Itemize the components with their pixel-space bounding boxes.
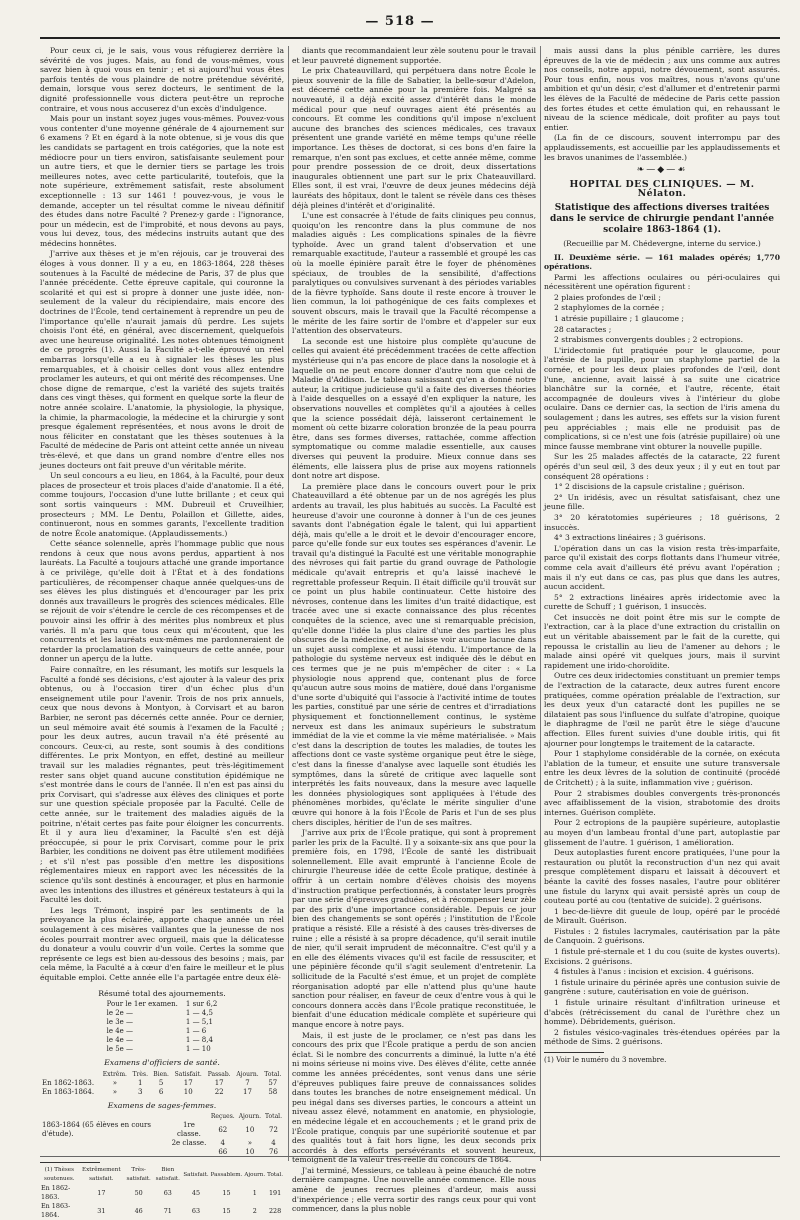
paragraph: Pour ceux ci, je le sais, vous vous réfugierez derrière la sévérité de vos juges. Mais, au fond de vous-mêmes, vous savez bien à quoi vous en tenir ; et si aujourd'hui vous êtes parfois tentés de vous plaindre de notre prétendue sévérité, demain, lorsque vous serez docteurs, le sentiment de la dignité professionnelle vous dictera peut-être un reproche contraire, et vous nous accuserez d'un excès d'indulgence. bbox=[40, 46, 284, 113]
table-row bbox=[103, 1000, 222, 1009]
ornament-divider: ❧—◆—☙ bbox=[636, 165, 688, 176]
paragraph: Cette séance solennelle, après l'hommage public que nous rendons à ceux que nous avons perdus, appartient à nos lauréats. La Faculté a toujours attaché une grande importance à ce privilège, qu'elle doit à l'État et à des fondations particulières, de récompenser chaque année quelques-uns de ses élèves les plus distingués et d'encourager par les prix donnés aux travailleurs le progrès des sciences médicales. Elle se réjouit de voir s'étendre le cercle de ces récompenses et de pouvoir ainsi les offrir à des mérites plus nombreux et plus variés. Il m'a paru que tous ceux qui m'écoutent, que les concurrents et les lauréats eux-mêmes me pardonneraient de retarder la proclamation des vainqueurs de cette année, pour donner un aperçu de la lutte. bbox=[40, 539, 284, 664]
officers-title: Examens d'officiers de santé. bbox=[104, 1058, 220, 1068]
table-cell: 4 bbox=[220, 1139, 226, 1148]
paragraph: La première place dans le concours ouvert pour le prix Chateauvillard a été obtenue par un de nos agrégés les plus ardents au travail, les plus habitués au succès. La Faculté est heureuse d'avoir une couronne à donner à l'un de ces jeunes savants dont l'abnégation égale le talent, qui lui appartient déjà, mais qu'elle a le droit et le devoir d'encourager encore, parce qu'elle fonde sur eux toutes ses espérances d'avenir. Le travail qu'a distingué la Faculté est une véritable monographie des névroses qui fait partie du grand ouvrage de Pathologie médicale qu'avait entrepris et qu'a laissé inachevé le regrettable professeur Requin. Il était difficile qu'il trouvât sur ce point un plus habile continuateur. Cette histoire des névroses, contenue dans les limites d'un traité didactique, est tracée avec une si exacte connaissance des plus récentes conquêtes de la science, avec une si remarquable précision, qu'elle donne l'idée la plus claire d'une des parties les plus obscures de la médecine, et ne laisse voir aucune lacune dans un sujet aussi complexe et aussi étendu. L'importance de la pathologie du système nerveux est indiquée dès le début en ces termes que je ne puis m'empêcher de citer : « La physiologie nous apprend que, contenant plus de force qu'aucun autre sous moins de matière, doué dans l'organisme d'une sorte d'ubiquité qui l'associe à l'activité intime de toutes les parties, constitué par une série de centres et d'irradiations physiquement et fonctionnellement continus, le système nerveux est dans les animaux supérieurs le substratum immédiat de la vie et comme la vie même matérialisée. » Mais c'est dans la description de toutes les maladies, de toutes les affections dont ce vaste système organique peut être le siège, c'est dans la finesse d'analyse avec laquelle sont étudiés les symptômes, dans la sûreté de critique avec laquelle sont interprétés les faits nouveaux, dans la mesure avec laquelle les données physiologiques sont appliquées à l'étude des phénomènes morbides, qu'éclate le mérite singulier d'une œuvre qui honore à la fois l'École de Paris et l'un de ses plus chers disciples, héritier de l'un de ses maîtres. bbox=[292, 481, 536, 827]
column-1-text bbox=[40, 46, 284, 983]
summary-value: 1 sur 6,2 bbox=[185, 1000, 218, 1009]
column-2-text bbox=[292, 46, 536, 1214]
column-header: Reçues. bbox=[210, 1113, 235, 1121]
column-separator bbox=[288, 46, 289, 1161]
table-row bbox=[40, 1079, 284, 1088]
paragraph: Le prix Chateauvillard, qui perpétuera dans notre École le pieux souvenir de la fille de Sabatier, la belle-sœur d'Adelon, est décerné cette année pour la première fois. Malgré sa nouveauté, il a déjà excité assez d'intérêt dans le monde médical pour que neuf ouvrages aient été présentés au concours. Et comme les conditions qu'il impose n'excluent aucune des branches des sciences médicales, ces travaux présentent une grande variété en même temps qu'une réelle importance. Les thèses de doctorat, si ces bons d'en faire la remarque, n'en sont pas exclues, et cette année même, comme pour prendre possession de ce droit, deux dissertations inaugurales obtiennent une part sur le prix Chateauvillard. Elles sont, il est vrai, l'œuvre de deux jeunes médecins déjà lauréats des hôpitaux, dont le talent se révèle dans ces thèses déjà pleines d'intérêt et d'originalité. bbox=[292, 66, 536, 210]
table-cell: En 1862-1863. bbox=[41, 1184, 71, 1202]
table-row bbox=[103, 1036, 222, 1045]
summary-table bbox=[103, 1000, 222, 1054]
officers-table bbox=[40, 1070, 284, 1097]
table-cell: 10 bbox=[245, 1148, 255, 1157]
table-row bbox=[103, 1009, 222, 1018]
column-3-text bbox=[544, 273, 780, 1047]
paragraph: L'une est consacrée à l'étude de faits cliniques peu connus, quoiqu'on les rencontre dans la plus commune de nos maladies aiguës : Les complications spinales de la fièvre typhoïde. Avec un grand talent d'observation et une remarquable exactitude, l'auteur a rassemblé et groupé les cas où la moelle épinière paraît être le foyer de phénomènes spéciaux, de troubles de la sensibilité, d'affections paralytiques ou convulsives survenant à des périodes variables de la fièvre typhoïde. Sans doute il reste encore à trouver le lien commun, la loi pathogénique de ces faits complexes et souvent obscurs, mais le travail que la Faculté récompense a le mérite de les faire sortir de l'ombre et d'appeler sur eux l'attention des observateurs. bbox=[292, 211, 536, 336]
column-2 bbox=[292, 46, 536, 1214]
paragraph: 28 cataractes ; bbox=[554, 324, 612, 334]
paragraph: Fistules : 2 fistules lacrymales, cautérisation par la pâte de Canquoin. 2 guérisons. bbox=[544, 926, 780, 946]
summary-label: le 4e — bbox=[106, 1036, 134, 1045]
table-cell: 17 bbox=[243, 1087, 252, 1096]
closing-paragraph: mais aussi dans la plus pénible carrière, les dures épreuves de la vie de médecin ; aux uns comme aux autres nos conseils, notre appui, notre dévouement, sont assurés. Pour tous enfin, nous vos maîtres, nous n'avons qu'une ambition et qu'un désir, c'est d'allumer et d'entretenir parmi les élèves de la Faculté de médecine de Paris cette passion des fortes études et cette émulation qui, en rehaussant le niveau de la science médicale, doit profiter au pays tout entier. bbox=[544, 46, 780, 132]
paragraph: 1 fistule pré-sternale et 1 du cou (suite de kystes ouverts). Excisions. 2 guérisons. bbox=[544, 947, 780, 966]
footnote: (1) Voir le numéro du 3 novembre. bbox=[544, 1056, 667, 1064]
paragraph: Parmi les affections oculaires ou péri-oculaires qui nécessitèrent une opération figurent : bbox=[544, 272, 780, 292]
table-cell: 4 bbox=[271, 1139, 276, 1148]
column-header: Satisfait. bbox=[174, 1070, 202, 1078]
paragraph: Pour 1 staphylome considérable de la cornée, on exécuta l'ablation de la tumeur, et ensuite une suture transversale entre les deux lèvres de la solution de continuité (procédé de Critchett) ; à la suite, inflammation vive ; guérison. bbox=[544, 749, 780, 787]
section-title: HOPITAL DES CLINIQUES. — M. Nélaton. bbox=[569, 178, 755, 200]
summary-value: 1 — 4,5 bbox=[185, 1009, 213, 1018]
series-heading: II. Deuxième série. — 161 malades opérés; 1,770 opérations. bbox=[544, 252, 780, 272]
paragraph: Deux autoplasties furent encore pratiquées, l'une pour la restauration ou plutôt la reconstruction d'un nez qui avait presque complètement disparu et laissait à découvert et béante la cavité des fosses nasales, l'autre pour oblitérer une fistule du larynx qui avait persisté après un coup de couteau porté au cou (tentative de suicide). 2 guérisons. bbox=[544, 848, 780, 906]
table-cell: » bbox=[247, 1139, 252, 1148]
column-header: Passablem. bbox=[210, 1171, 243, 1178]
column-header: Bien satisfait. bbox=[155, 1167, 180, 1183]
summary-value: 1 — 5,1 bbox=[185, 1018, 213, 1027]
paragraph: 1 fistule urinaire résultant d'infiltration urineuse et d'abcès (rétrécissement du canal de l'urèthre chez un homme). Débridements, guérison. bbox=[544, 998, 780, 1027]
table-cell: 17 bbox=[97, 1188, 106, 1197]
table-row bbox=[40, 1139, 284, 1148]
summary-value: 1 — 8,4 bbox=[185, 1036, 213, 1045]
paragraph: 2 staphylomes de la cornée ; bbox=[554, 303, 665, 313]
paragraph: 2 strabismes convergents doubles ; 2 ectropions. bbox=[554, 335, 743, 345]
table-cell: 57 bbox=[268, 1078, 278, 1087]
paragraph: Outre ces deux iridectomies constituant un premier temps de l'extraction de la cataracte, deux autres furent encore pratiquées, comme opération préalable de l'extraction, sur les deux yeux d'un cataracté dont les pupilles ne se dilataient pas sous l'influence du sulfate d'atropine, quoique le diaphragme de l'œil ne parût être le siège d'aucune affection. Elles furent suivies d'une double iritis, qui fit ajourner pour longtemps le traitement de la cataracte. bbox=[544, 671, 780, 748]
table-cell: 15 bbox=[222, 1206, 231, 1215]
summary-value: 1 — 6 bbox=[185, 1027, 207, 1036]
table-cell: 1863-1864 (65 élèves en cours d'étude). bbox=[42, 1121, 151, 1139]
table-cell: 3 bbox=[138, 1087, 143, 1096]
table-cell: 45 bbox=[191, 1188, 201, 1197]
table-cell: 62 bbox=[218, 1125, 228, 1134]
column-header: Bien. bbox=[153, 1070, 169, 1078]
table-cell: En 1862-1863. bbox=[42, 1078, 95, 1087]
paragraph: Mais, il est juste de le proclamer, ce n'est pas dans les concours des prix que l'École pratique a perdu de son ancien éclat. Si le nombre des concurrents a diminué, la lutte n'a été ni moins sérieuse ni moins vive. Des élèves d'élite, cette année comme les années précédentes, sont venus dans une série d'épreuves publiques faire preuve de connaissances solides dans toutes les branches de notre enseignement médical. Un peu inégal dans ses diverses parties, le concours a atteint un niveau assez élevé, notamment en anatomie, en physiologie, en médecine légale et en accouchements ; et le grand prix de l'École pratique, conquis par une supériorité soutenue et par des qualités tout à fait hors ligne, les deux seconds prix accordés à des efforts persévérants et souvent heureux, témoignent de la valeur très-réelle du concours de 1864. bbox=[292, 1030, 536, 1165]
table-cell: 1 bbox=[138, 1078, 143, 1087]
table-cell: 63 bbox=[191, 1206, 201, 1215]
paragraph: Sur les 25 malades affectés de la cataracte, 22 furent opérés d'un seul œil, 3 des deux yeux ; il y eut en tout par conséquent 28 opérations : bbox=[544, 452, 780, 481]
table-cell: 15 bbox=[222, 1188, 231, 1197]
table-cell: 1 bbox=[252, 1188, 257, 1197]
article-title: Statistique des affections diverses traitées dans le service de chirurgie pendant l'année scolaire 1863-1864 (1). bbox=[550, 202, 774, 235]
paragraph: 1° 2 discisions de la capsule cristaline ; guérison. bbox=[554, 482, 745, 492]
table-cell: 71 bbox=[163, 1206, 172, 1215]
column-header: Total. bbox=[265, 1113, 282, 1121]
table-row bbox=[103, 1018, 222, 1027]
column-1 bbox=[40, 46, 284, 1220]
paragraph: 2 plaies profondes de l'œil ; bbox=[554, 292, 661, 302]
table-cell: 2 bbox=[252, 1206, 257, 1215]
paragraph: La seconde est une histoire plus complète qu'aucune de celles qui avaient été précédemment tracées de cette affection mystérieuse qui n'a pas encore de place dans la nosologie et à laquelle on ne peut encore donner d'autre nom que celui de Maladie d'Addison. Le tableau saisissant qu'en a donné notre auteur, la critique judicieuse qu'il a faite des diverses théories à l'aide desquelles on a essayé d'en expliquer la nature, les observations nouvelles et complètes qu'il a ajoutées à celles que la science possédait déjà, laisseront certainement le moment où cette bizarre coloration bronzée de la peau pourra être, dans ses formes diverses, rattachée, comme affection symptomatique ou comme maladie essentielle, aux causes diverses qui peuvent la produire. Mieux connue dans ses éléments, elle laissera plus de prise aux moyens rationnels dont notre art dispose. bbox=[292, 336, 536, 481]
summary-label: le 5e — bbox=[106, 1045, 134, 1054]
column-header: Passab. bbox=[207, 1070, 231, 1078]
midwives-table bbox=[40, 1112, 284, 1157]
paragraph: L'iridectomie fut pratiquée pour le glaucome, pour l'atrésie de la pupille, pour un staphylome partiel de la cornée, et pour les deux plaies profondes de l'œil, dont l'une, ancienne, avait laissé à sa suite une cicatrice blanchâtre sur la cornée, et l'autre, récente, était accompagnée de douleurs vives à l'intérieur du globe oculaire. Dans ce dernier cas, la section de l'iris amena du soulagement ; dans les autres, ses effets sur la vision furent peu appréciables ; mais elle ne produisit pas de complications, si ce n'est une fois (atrésie pupillaire) où une mince fausse membrane vint obturer la nouvelle pupille. bbox=[544, 345, 780, 451]
paragraph: Pour 2 strabismes doubles convergents très-prononcés avec affaiblissement de la vision, strabotomie des droits internes. Guérison complète. bbox=[544, 788, 780, 817]
column-header: (1) Thèses soutenues. bbox=[43, 1167, 75, 1183]
column-header bbox=[169, 1112, 209, 1121]
footnote-rule bbox=[40, 1162, 100, 1163]
column-header: Ajourn. bbox=[236, 1070, 259, 1078]
table-cell: 10 bbox=[183, 1087, 193, 1096]
table-cell: 7 bbox=[245, 1078, 250, 1087]
table-cell: 10 bbox=[245, 1125, 255, 1134]
table-cell: 5 bbox=[158, 1078, 164, 1087]
column-header: Très. bbox=[132, 1070, 148, 1078]
column-header: Très-satisfait. bbox=[126, 1167, 151, 1183]
column-header: Total. bbox=[264, 1070, 282, 1078]
table-cell: 17 bbox=[183, 1078, 193, 1087]
summary-label: Pour le 1er examen. bbox=[106, 1000, 178, 1009]
paragraph: 1 fistule urinaire du périnée après une contusion suivie de gangrène : suture, cautérisation en voie de guérison. bbox=[544, 977, 780, 997]
paragraph: Mais pour un instant soyez juges vous-mêmes. Pouvez-vous vous contenter d'une moyenne générale de 4 ajournement sur 6 examens ? Et en égard à la note obtenue, si je vous dis que les candidats se partagent en trois catégories, que la note est médiocre pour un tiers environ, satisfaisante seulement pour un autre tiers, et que le dernier tiers se partage les trois meilleures notes, avec cette particularité, toutefois, que la note supérieure, extrêmement satisfait, reste absolument exceptionnelle : 13 sur 1461 ! pouvez-vous, je vous le demande, accepter un tel résultat comme le niveau définitif des études dans notre Faculté ? Prenez-y garde : l'ignorance, pour un médecin, est de l'improbité, et nous devons au pays, vous lui devez, tous, des médecins instruits autant que des médecins honnêtes. bbox=[40, 114, 284, 248]
paragraph: J'arrive aux prix de l'École pratique, qui sont à proprement parler les prix de la Faculté. Il y a soixante-six ans que pour la première fois, en 1798, l'École de santé les distribuait solennellement. Elle avait emprunté à l'ancienne École de chirurgie l'heureuse idée de cette École pratique, destinée à offrir à un certain nombre d'élèves choisis des moyens d'instruction pratique perfectionnés, à constater leurs progrès par une série d'épreuves graduées, et à récompenser leur zèle par des prix d'une importance considérable. Depuis ce jour bien des changements se sont opérés ; l'institution de l'École pratique a résisté. Elle a résisté à des causes très-diverses de ruine ; elle a résisté à sa propre décadence, qu'il serait inutile de nier, qu'il serait imprudent de méconnaître. C'est qu'il y a en elle des éléments vivaces qu'il est facile de ressusciter, et une pépinière féconde qu'il s'agit seulement d'entretenir. La sollicitude de la Faculté s'est émue, et un projet de complète réorganisation adopté par elle n'attend plus qu'une haute sanction pour réaliser, en faveur de ceux d'entre vous à qui le concours donnera accès dans l'École pratique reconstituée, le bienfait d'une éducation médicale complète et supérieure qui manque encore à notre pays. bbox=[292, 828, 536, 1029]
summary-label: le 3e — bbox=[106, 1018, 134, 1027]
table-cell: 46 bbox=[134, 1206, 143, 1215]
summary-title: Résumé total des ajournements. bbox=[98, 988, 226, 998]
paragraph: 3° 20 kératotomies supérieures ; 18 guérisons, 2 insuccès. bbox=[544, 512, 780, 532]
column-separator bbox=[540, 46, 541, 1161]
table-cell: 72 bbox=[269, 1125, 278, 1134]
table-cell: 66 bbox=[218, 1148, 228, 1157]
table-row bbox=[103, 1027, 222, 1036]
midwives-title: Examens de sages-femmes. bbox=[107, 1100, 217, 1110]
column-header: Extrêm. bbox=[102, 1070, 127, 1078]
column-header: Ajourn. bbox=[244, 1171, 266, 1178]
applause-note: (La fin de ce discours, souvent interrompu par des applaudissements, est accueillie par les applaudissements et les bravos unanimes de l'assemblée.) bbox=[544, 133, 780, 162]
column-header bbox=[40, 1112, 169, 1121]
table-cell: 76 bbox=[269, 1148, 278, 1157]
paragraph: Un seul concours a eu lieu, en 1864, à la Faculté, pour deux places de prosecteur et trois places d'aide d'anatomie. Il a été, comme toujours, l'occasion d'une lutte brillante ; et ceux qui sont sortis vainqueurs : MM. Dubreuil et Cruveilhier, prosecteurs ; MM. Le Dentu, Polaillon et Gillette, aides, continueront, nous en sommes garants, l'excellente tradition de notre École anatomique. (Applaudissements.) bbox=[40, 471, 284, 538]
table-cell: 17 bbox=[214, 1078, 224, 1087]
table-cell bbox=[40, 1139, 169, 1148]
table-cell: 22 bbox=[214, 1087, 224, 1096]
header-rule bbox=[40, 37, 780, 39]
column-header bbox=[40, 1070, 100, 1079]
table-cell: 31 bbox=[97, 1206, 106, 1215]
footer-rule bbox=[40, 1156, 780, 1157]
table-row bbox=[40, 1202, 284, 1220]
table-cell: En 1863-1864. bbox=[41, 1202, 71, 1220]
paragraph: J'ai terminé, Messieurs, ce tableau à peine ébauché de notre dernière campagne. Une nouvelle année commence. Elle nous amène de jeunes recrues pleines d'ardeur, mais aussi d'inexpérience ; elle verra sortir des rangs ceux pour qui vont commencer, dans la plus noble bbox=[292, 1165, 536, 1214]
paragraph: 1 bec-de-lièvre dit gueule de loup, opéré par le procédé de Mirault. Guérison. bbox=[544, 906, 780, 926]
column-header: Ajourn. bbox=[238, 1113, 262, 1121]
table-cell: » bbox=[112, 1078, 118, 1087]
table-cell: 2e classe. bbox=[171, 1139, 207, 1148]
paragraph: diants que recommandaient leur zèle soutenu pour le travail et leur pauvreté dignement supportée. bbox=[292, 46, 536, 65]
table-cell: 63 bbox=[163, 1188, 172, 1197]
theses-footnote-table bbox=[40, 1166, 284, 1220]
paragraph: Pour 2 ectropions de la paupière supérieure, autoplastie au moyen d'un lambeau frontal d'une part, autoplastie par glissement de l'autre. 1 guérison, 1 amélioration. bbox=[544, 818, 780, 847]
table-cell: En 1863-1864. bbox=[42, 1087, 95, 1096]
summary-value: 1 — 10 bbox=[185, 1045, 211, 1054]
table-cell: 58 bbox=[268, 1087, 278, 1096]
summary-label: le 4e — bbox=[106, 1027, 134, 1036]
table-cell: 1re classe. bbox=[177, 1121, 201, 1139]
paragraph: L'opération dans un cas la vision resta très-imparfaite, parce qu'il existait des corps flottants dans l'humeur vitrée, comme cela avait d'ailleurs été prévu avant l'opération ; mais il n'y eut dans ce cas, pas plus que dans les autres, aucun accident. bbox=[544, 543, 780, 592]
table-cell: 6 bbox=[158, 1087, 164, 1096]
column-3 bbox=[544, 46, 780, 1161]
summary-label: le 2e — bbox=[106, 1009, 134, 1018]
paragraph: 5° 2 extractions linéaires après iridectomie avec la curette de Schuff ; 1 guérison, 1 insuccès. bbox=[544, 592, 780, 612]
column-header: Satisfait. bbox=[183, 1171, 209, 1178]
table-row bbox=[40, 1121, 284, 1139]
paragraph: Cet insuccès ne doit point être mis sur le compte de l'extraction, car à la place d'une extraction du cristallin on eut un véritable abaissement par le fait de la curette, qui repoussa le cristallin au lieu de l'amener au dehors ; le malade ainsi opéré vit quelques jours, mais il survint rapidement une irido-choroïdite. bbox=[544, 612, 780, 670]
table-cell: 50 bbox=[134, 1188, 143, 1197]
page-number: — 518 — bbox=[365, 14, 435, 29]
column-header: Extrêmement satisfait. bbox=[82, 1167, 121, 1183]
paragraph: 2° Un iridésis, avec un résultat satisfaisant, chez une jeune fille. bbox=[544, 492, 780, 512]
table-row bbox=[40, 1184, 284, 1202]
paragraph: J'arrive aux thèses et je m'en réjouis, car je trouverai des éloges à vous donner. Il y a eu, en 1863-1864, 228 thèses soutenues à la Faculté de médecine de Paris, 37 de plus que l'année précédente. Cette épreuve capitale, qui couronne la scolarité et qui est si propre à donner une juste idée, non-seulement de la valeur du récipiendaire, mais encore des doctrines de l'École, tend certainement à reprendre un peu de l'importance qu'elle n'aurait jamais dû perdre. Les sujets choisis l'ont été, en général, avec discernement, quelquefois avec une heureuse originalité. Les notes obtenues témoignent de ce progrès (1). Aussi la Faculté a-t-elle éprouvé un réel embarras lorsqu'elle a eu à signaler les thèses les plus remarquables, et à choisir celles dont vous allez entendre proclamer les auteurs, et qui ont mérité des récompenses. Une chose digne de remarque, c'est la variété des sujets traités dans ces vingt thèses, qui forment en quelque sorte la fleur de notre année scolaire. L'anatomie, la physiologie, la physique, la chimie, la pharmacologie, la médecine et la chirurgie y sont presque également représentées, et nous avons le droit de nous féliciter en constatant que les thèses soutenues à la Faculté de médecine de Paris ont atteint cette année un niveau très-élevé, et que dans un grand nombre d'entre elles nos jeunes docteurs ont fait preuve d'un véritable mérite. bbox=[40, 249, 284, 470]
paragraph: Les legs Trémont, inspiré par les sentiments de la prévoyance la plus éclairée, apporte chaque année un réel soulagement à ces misères vaillantes que la jeunesse de nos écoles pourrait montrer avec orgueil, mais que la délicatesse du donateur a voulu couvrir d'un voile. Certes la somme que représente ce legs est bien au-dessous des besoins ; mais, par cela même, la Faculté a à cœur d'en faire le meilleur et le plus équitable emploi. Cette année elle l'a partagée entre deux élè- bbox=[40, 905, 284, 982]
paragraph: 1 atrésie pupillaire ; 1 glaucome ; bbox=[554, 314, 684, 324]
table-row bbox=[103, 1045, 222, 1054]
paragraph: 4 fistules à l'anus : incision et excision. 4 guérisons. bbox=[554, 967, 754, 977]
paragraph: 4° 3 extractions linéaires ; 3 guérisons. bbox=[554, 533, 706, 543]
table-row bbox=[40, 1088, 284, 1097]
footnote-rule bbox=[544, 1052, 604, 1053]
table-cell: » bbox=[112, 1087, 118, 1096]
table-cell: 191 bbox=[268, 1188, 282, 1197]
column-header: Total. bbox=[267, 1171, 283, 1178]
table-cell: 228 bbox=[268, 1206, 282, 1215]
article-subtitle: (Recueillie par M. Chédevergne, interne du service.) bbox=[563, 238, 761, 248]
paragraph: 2 fistules vésico-vaginales très-étendues opérées par la méthode de Sims. 2 guérisons. bbox=[544, 1027, 780, 1047]
paragraph: Faire connaître, en les résumant, les motifs sur lesquels la Faculté a fondé ses décisions, c'est ajouter à la valeur des prix obtenus, ou à l'occasion tirer d'un échec plus d'un enseignement utile pour l'avenir. Trois de nos prix annuels, ceux que nous devons à Montyon, à Corvisart et au baron Barbier, ne seront pas décernés cette année. Pour ce dernier, un seul mémoire avait été soumis à l'examen de la Faculté ; pour les deux autres, aucun travail n'a été présenté au concours. Ceux-ci, au reste, sont soumis à des conditions différentes. Le prix Montyon, en effet, destiné au meilleur travail sur les maladies régnantes, peut très-légitimement rester sans objet quand aucune constitution épidémique ne s'est montrée dans le cours de l'année. Il n'en est pas ainsi du prix Corvisart, qui s'adresse aux élèves des cliniques et porte sur une question spéciale proposée par la Faculté. Celle de cette année, sur le traitement des maladies aiguës de la poitrine, n'était certes pas faite pour éloigner les concurrents. Et il y aura lieu d'examiner, la Faculté s'en est déjà préoccupée, si pour le prix Corvisart, comme pour le prix Barbier, les conditions ne doivent pas être utilement modifiées ; et s'il n'est pas possible d'en mettre les dispositions réglementaires mieux en rapport avec les nécessités de la science qu'ils sont destinés à encourager, et plus en harmonie avec les intentions des illustres et généreux testateurs à qui la Faculté les doit. bbox=[40, 665, 284, 905]
